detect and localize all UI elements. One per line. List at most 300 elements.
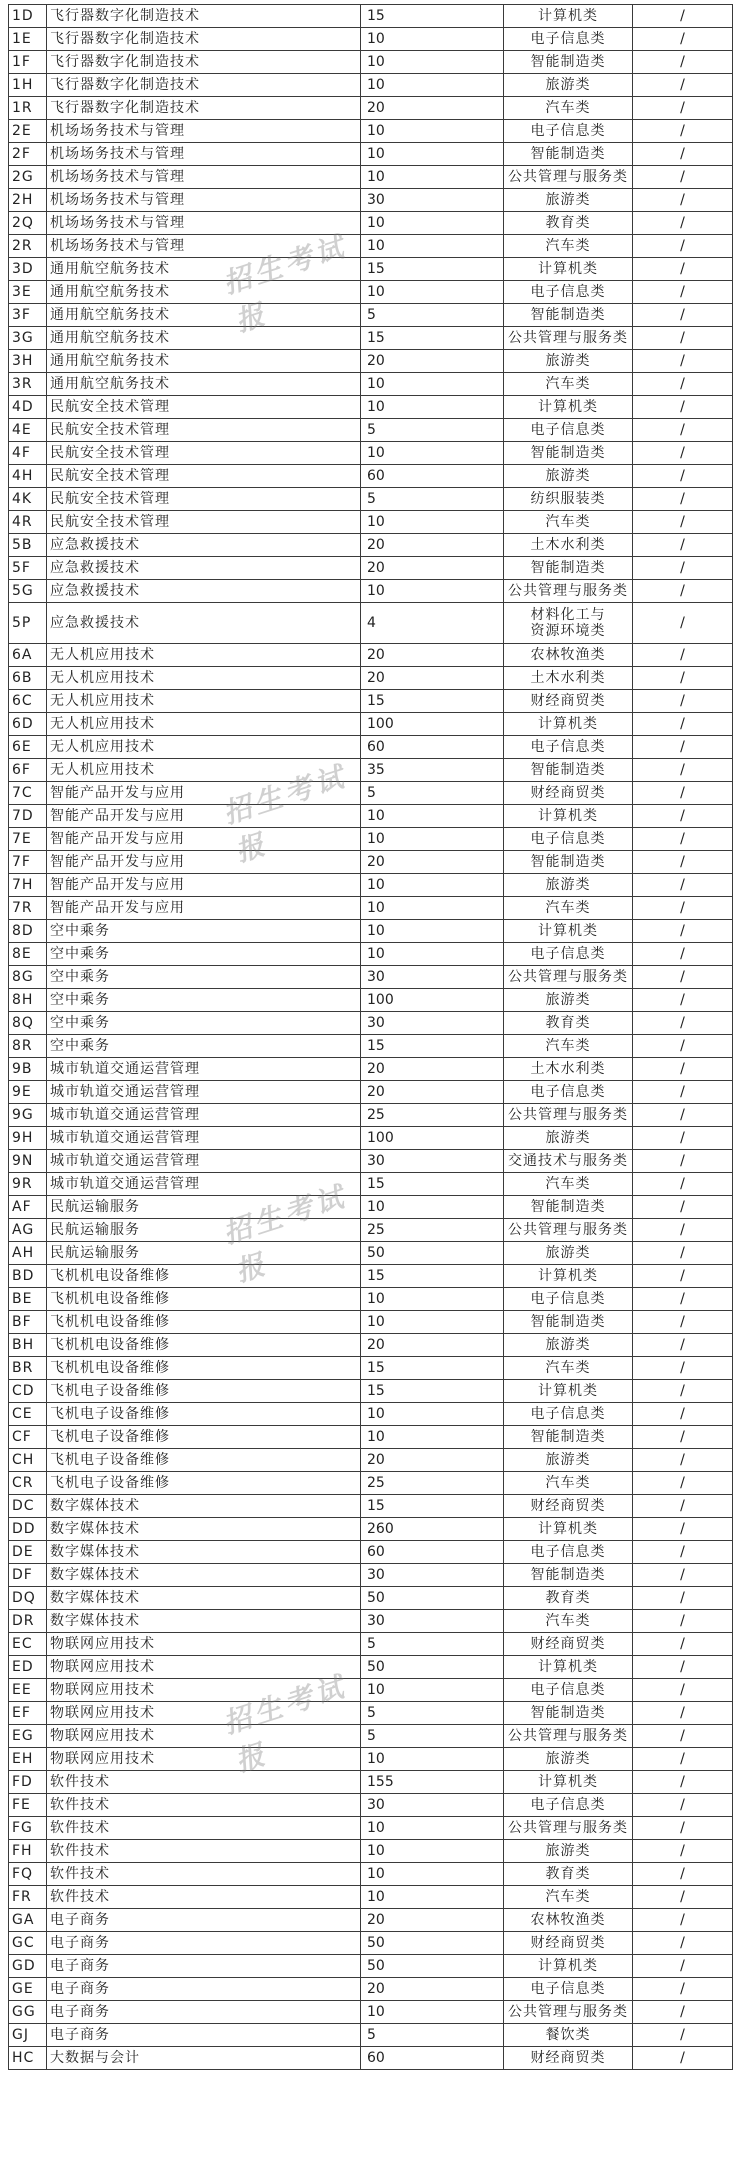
category-cell: 智能制造类 [504, 759, 633, 782]
code-cell: 7E [9, 828, 47, 851]
major-name-cell: 飞机电子设备维修 [47, 1449, 361, 1472]
table-row [9, 1978, 733, 2001]
note-cell: / [633, 1518, 733, 1541]
category-cell: 计算机类 [504, 1380, 633, 1403]
quota-cell: 10 [361, 1196, 504, 1219]
quota-cell: 30 [361, 966, 504, 989]
category-cell: 教育类 [504, 1863, 633, 1886]
note-cell: / [633, 759, 733, 782]
quota-cell: 15 [361, 327, 504, 350]
code-cell: 2G [9, 166, 47, 189]
category-cell: 财经商贸类 [504, 690, 633, 713]
note-cell: / [633, 235, 733, 258]
major-name-cell: 无人机应用技术 [47, 644, 361, 667]
category-cell: 智能制造类 [504, 1564, 633, 1587]
note-cell: / [633, 419, 733, 442]
note-cell: / [633, 396, 733, 419]
quota-cell: 50 [361, 1242, 504, 1265]
table-row [9, 1955, 733, 1978]
table-row [9, 1219, 733, 1242]
table-row [9, 1104, 733, 1127]
code-cell: 4D [9, 396, 47, 419]
category-cell: 电子信息类 [504, 1081, 633, 1104]
quota-cell: 50 [361, 1587, 504, 1610]
table-row [9, 1472, 733, 1495]
major-name-cell: 机场场务技术与管理 [47, 212, 361, 235]
quota-cell: 30 [361, 1150, 504, 1173]
table-row [9, 2001, 733, 2024]
category-cell: 电子信息类 [504, 1794, 633, 1817]
category-cell: 计算机类 [504, 920, 633, 943]
code-cell: DE [9, 1541, 47, 1564]
code-cell: 4H [9, 465, 47, 488]
table-row [9, 419, 733, 442]
quota-cell: 20 [361, 1909, 504, 1932]
note-cell: / [633, 442, 733, 465]
table-row [9, 396, 733, 419]
table-row [9, 557, 733, 580]
code-cell: AG [9, 1219, 47, 1242]
major-name-cell: 空中乘务 [47, 1035, 361, 1058]
code-cell: FD [9, 1771, 47, 1794]
quota-cell: 20 [361, 1334, 504, 1357]
category-cell: 材料化工与 资源环境类 [504, 603, 633, 644]
category-cell: 公共管理与服务类 [504, 1725, 633, 1748]
code-cell: 9E [9, 1081, 47, 1104]
note-cell: / [633, 1909, 733, 1932]
code-cell: 2Q [9, 212, 47, 235]
category-cell: 旅游类 [504, 74, 633, 97]
code-cell: GG [9, 2001, 47, 2024]
major-name-cell: 机场场务技术与管理 [47, 166, 361, 189]
code-cell: 1F [9, 51, 47, 74]
major-name-cell: 空中乘务 [47, 1012, 361, 1035]
major-name-cell: 通用航空航务技术 [47, 327, 361, 350]
quota-cell: 5 [361, 2024, 504, 2047]
major-name-cell: 电子商务 [47, 1909, 361, 1932]
quota-cell: 20 [361, 1081, 504, 1104]
major-name-cell: 物联网应用技术 [47, 1725, 361, 1748]
major-name-cell: 空中乘务 [47, 989, 361, 1012]
category-cell: 土木水利类 [504, 534, 633, 557]
major-name-cell: 数字媒体技术 [47, 1564, 361, 1587]
major-name-cell: 智能产品开发与应用 [47, 782, 361, 805]
code-cell: 1R [9, 97, 47, 120]
major-name-cell: 无人机应用技术 [47, 713, 361, 736]
table-row [9, 603, 733, 644]
category-cell: 教育类 [504, 212, 633, 235]
major-name-cell: 应急救援技术 [47, 580, 361, 603]
category-cell: 公共管理与服务类 [504, 1219, 633, 1242]
code-cell: HC [9, 2047, 47, 2070]
category-cell: 计算机类 [504, 1771, 633, 1794]
quota-cell: 5 [361, 782, 504, 805]
major-name-cell: 空中乘务 [47, 920, 361, 943]
table-row [9, 920, 733, 943]
quota-cell: 10 [361, 51, 504, 74]
note-cell: / [633, 1541, 733, 1564]
note-cell: / [633, 166, 733, 189]
code-cell: DF [9, 1564, 47, 1587]
note-cell: / [633, 1955, 733, 1978]
note-cell: / [633, 97, 733, 120]
table-row [9, 759, 733, 782]
major-name-cell: 通用航空航务技术 [47, 281, 361, 304]
table-row [9, 97, 733, 120]
note-cell: / [633, 465, 733, 488]
note-cell: / [633, 1817, 733, 1840]
category-cell: 智能制造类 [504, 304, 633, 327]
quota-cell: 10 [361, 1840, 504, 1863]
major-name-cell: 通用航空航务技术 [47, 373, 361, 396]
category-cell: 计算机类 [504, 713, 633, 736]
major-name-cell: 软件技术 [47, 1840, 361, 1863]
major-name-cell: 飞行器数字化制造技术 [47, 51, 361, 74]
major-name-cell: 民航安全技术管理 [47, 488, 361, 511]
table-row [9, 1702, 733, 1725]
quota-cell: 50 [361, 1932, 504, 1955]
major-name-cell: 电子商务 [47, 2001, 361, 2024]
quota-cell: 10 [361, 920, 504, 943]
table-row [9, 805, 733, 828]
major-name-cell: 城市轨道交通运营管理 [47, 1081, 361, 1104]
table-row [9, 828, 733, 851]
category-cell: 交通技术与服务类 [504, 1150, 633, 1173]
code-cell: 8E [9, 943, 47, 966]
table-row [9, 897, 733, 920]
quota-cell: 10 [361, 580, 504, 603]
note-cell: / [633, 989, 733, 1012]
category-cell: 智能制造类 [504, 1702, 633, 1725]
quota-cell: 10 [361, 235, 504, 258]
table-row [9, 488, 733, 511]
note-cell: / [633, 580, 733, 603]
note-cell: / [633, 1472, 733, 1495]
quota-cell: 4 [361, 603, 504, 644]
major-name-cell: 民航安全技术管理 [47, 419, 361, 442]
table-row [9, 1633, 733, 1656]
table-row [9, 2047, 733, 2070]
table-row [9, 1518, 733, 1541]
quota-cell: 20 [361, 557, 504, 580]
major-name-cell: 飞机机电设备维修 [47, 1357, 361, 1380]
quota-cell: 5 [361, 488, 504, 511]
major-name-cell: 无人机应用技术 [47, 736, 361, 759]
table-row [9, 667, 733, 690]
note-cell: / [633, 1403, 733, 1426]
table-row [9, 1932, 733, 1955]
major-name-cell: 飞行器数字化制造技术 [47, 74, 361, 97]
note-cell: / [633, 350, 733, 373]
quota-cell: 20 [361, 667, 504, 690]
note-cell: / [633, 851, 733, 874]
quota-cell: 100 [361, 989, 504, 1012]
quota-cell: 25 [361, 1104, 504, 1127]
major-name-cell: 软件技术 [47, 1771, 361, 1794]
table-row [9, 1610, 733, 1633]
note-cell: / [633, 2024, 733, 2047]
major-name-cell: 通用航空航务技术 [47, 304, 361, 327]
code-cell: AF [9, 1196, 47, 1219]
quota-cell: 20 [361, 1058, 504, 1081]
quota-cell: 10 [361, 1748, 504, 1771]
category-cell: 智能制造类 [504, 557, 633, 580]
code-cell: FR [9, 1886, 47, 1909]
table-row [9, 1334, 733, 1357]
quota-cell: 10 [361, 396, 504, 419]
quota-cell: 10 [361, 1403, 504, 1426]
table-row [9, 1150, 733, 1173]
quota-cell: 15 [361, 1380, 504, 1403]
quota-cell: 10 [361, 1288, 504, 1311]
quota-cell: 10 [361, 874, 504, 897]
note-cell: / [633, 1564, 733, 1587]
code-cell: 7D [9, 805, 47, 828]
major-name-cell: 民航安全技术管理 [47, 442, 361, 465]
category-cell: 计算机类 [504, 805, 633, 828]
watermark-top: 招生考试报 [219, 229, 351, 339]
note-cell: / [633, 1311, 733, 1334]
major-name-cell: 软件技术 [47, 1863, 361, 1886]
table-row [9, 1357, 733, 1380]
watermark-bottom: 招生考试报 [219, 1669, 351, 1779]
major-name-cell: 智能产品开发与应用 [47, 805, 361, 828]
quota-cell: 50 [361, 1656, 504, 1679]
major-name-cell: 应急救援技术 [47, 534, 361, 557]
major-name-cell: 通用航空航务技术 [47, 350, 361, 373]
note-cell: / [633, 874, 733, 897]
code-cell: 5G [9, 580, 47, 603]
code-cell: CR [9, 1472, 47, 1495]
table-row [9, 1541, 733, 1564]
note-cell: / [633, 2047, 733, 2070]
major-name-cell: 飞行器数字化制造技术 [47, 28, 361, 51]
major-name-cell: 软件技术 [47, 1817, 361, 1840]
code-cell: CE [9, 1403, 47, 1426]
note-cell: / [633, 212, 733, 235]
table-row [9, 1012, 733, 1035]
note-cell: / [633, 1863, 733, 1886]
category-cell: 土木水利类 [504, 1058, 633, 1081]
major-name-cell: 民航运输服务 [47, 1242, 361, 1265]
code-cell: 1D [9, 5, 47, 28]
category-cell: 计算机类 [504, 258, 633, 281]
note-cell: / [633, 1265, 733, 1288]
major-name-cell: 物联网应用技术 [47, 1748, 361, 1771]
note-cell: / [633, 644, 733, 667]
note-cell: / [633, 713, 733, 736]
category-cell: 财经商贸类 [504, 1633, 633, 1656]
table-row [9, 373, 733, 396]
code-cell: 3H [9, 350, 47, 373]
category-cell: 公共管理与服务类 [504, 966, 633, 989]
major-name-cell: 物联网应用技术 [47, 1679, 361, 1702]
category-cell: 旅游类 [504, 465, 633, 488]
code-cell: GE [9, 1978, 47, 2001]
quota-cell: 35 [361, 759, 504, 782]
quota-cell: 30 [361, 189, 504, 212]
code-cell: BR [9, 1357, 47, 1380]
code-cell: 8R [9, 1035, 47, 1058]
code-cell: BE [9, 1288, 47, 1311]
quota-cell: 5 [361, 304, 504, 327]
category-cell: 汽车类 [504, 1357, 633, 1380]
category-cell: 计算机类 [504, 1518, 633, 1541]
code-cell: 9N [9, 1150, 47, 1173]
code-cell: BF [9, 1311, 47, 1334]
quota-cell: 10 [361, 1311, 504, 1334]
note-cell: / [633, 736, 733, 759]
note-cell: / [633, 1035, 733, 1058]
quota-cell: 10 [361, 74, 504, 97]
category-cell: 汽车类 [504, 97, 633, 120]
major-name-cell: 无人机应用技术 [47, 759, 361, 782]
table-row [9, 74, 733, 97]
table-row [9, 1771, 733, 1794]
major-name-cell: 飞机机电设备维修 [47, 1265, 361, 1288]
note-cell: / [633, 1886, 733, 1909]
code-cell: 2R [9, 235, 47, 258]
note-cell: / [633, 1058, 733, 1081]
category-cell: 餐饮类 [504, 2024, 633, 2047]
code-cell: ED [9, 1656, 47, 1679]
note-cell: / [633, 1012, 733, 1035]
table-row [9, 1794, 733, 1817]
category-cell: 智能制造类 [504, 143, 633, 166]
category-cell: 电子信息类 [504, 28, 633, 51]
quota-cell: 100 [361, 1127, 504, 1150]
category-cell: 财经商贸类 [504, 2047, 633, 2070]
major-name-cell: 电子商务 [47, 2024, 361, 2047]
note-cell: / [633, 534, 733, 557]
code-cell: 5F [9, 557, 47, 580]
quota-cell: 10 [361, 143, 504, 166]
quota-cell: 10 [361, 28, 504, 51]
table-row [9, 1288, 733, 1311]
quota-cell: 10 [361, 897, 504, 920]
category-cell: 旅游类 [504, 874, 633, 897]
category-cell: 旅游类 [504, 1334, 633, 1357]
code-cell: 4R [9, 511, 47, 534]
code-cell: DQ [9, 1587, 47, 1610]
category-cell: 公共管理与服务类 [504, 580, 633, 603]
note-cell: / [633, 1794, 733, 1817]
table-row [9, 327, 733, 350]
table-row [9, 143, 733, 166]
code-cell: 7C [9, 782, 47, 805]
note-cell: / [633, 1495, 733, 1518]
table-row [9, 1035, 733, 1058]
major-name-cell: 电子商务 [47, 1978, 361, 2001]
major-name-cell: 物联网应用技术 [47, 1656, 361, 1679]
quota-cell: 15 [361, 1495, 504, 1518]
quota-cell: 15 [361, 1357, 504, 1380]
quota-cell: 60 [361, 2047, 504, 2070]
table-row [9, 1725, 733, 1748]
major-name-cell: 数字媒体技术 [47, 1610, 361, 1633]
category-cell: 财经商贸类 [504, 1932, 633, 1955]
major-name-cell: 空中乘务 [47, 966, 361, 989]
code-cell: FE [9, 1794, 47, 1817]
quota-cell: 20 [361, 97, 504, 120]
table-row [9, 1426, 733, 1449]
category-cell: 汽车类 [504, 897, 633, 920]
major-name-cell: 飞机电子设备维修 [47, 1403, 361, 1426]
category-cell: 计算机类 [504, 1656, 633, 1679]
major-name-cell: 软件技术 [47, 1886, 361, 1909]
note-cell: / [633, 1219, 733, 1242]
quota-cell: 100 [361, 713, 504, 736]
quota-cell: 60 [361, 1541, 504, 1564]
major-name-cell: 数字媒体技术 [47, 1587, 361, 1610]
category-cell: 电子信息类 [504, 1679, 633, 1702]
note-cell: / [633, 1288, 733, 1311]
code-cell: FQ [9, 1863, 47, 1886]
major-name-cell: 应急救援技术 [47, 603, 361, 644]
category-cell: 旅游类 [504, 350, 633, 373]
note-cell: / [633, 782, 733, 805]
table-row [9, 874, 733, 897]
note-cell: / [633, 5, 733, 28]
quota-cell: 5 [361, 419, 504, 442]
code-cell: 4K [9, 488, 47, 511]
category-cell: 智能制造类 [504, 851, 633, 874]
note-cell: / [633, 304, 733, 327]
note-cell: / [633, 189, 733, 212]
code-cell: CD [9, 1380, 47, 1403]
code-cell: 8D [9, 920, 47, 943]
code-cell: 6C [9, 690, 47, 713]
code-cell: 3D [9, 258, 47, 281]
table-row [9, 2024, 733, 2047]
major-name-cell: 飞行器数字化制造技术 [47, 97, 361, 120]
note-cell: / [633, 1380, 733, 1403]
table-row [9, 1380, 733, 1403]
table-row [9, 1564, 733, 1587]
quota-cell: 20 [361, 644, 504, 667]
table-row [9, 350, 733, 373]
quota-cell: 10 [361, 373, 504, 396]
major-name-cell: 数字媒体技术 [47, 1495, 361, 1518]
quota-cell: 10 [361, 1817, 504, 1840]
note-cell: / [633, 1633, 733, 1656]
table-row [9, 235, 733, 258]
major-name-cell: 机场场务技术与管理 [47, 235, 361, 258]
table-row [9, 690, 733, 713]
category-cell: 智能制造类 [504, 442, 633, 465]
category-cell: 旅游类 [504, 189, 633, 212]
category-cell: 计算机类 [504, 1265, 633, 1288]
code-cell: 6E [9, 736, 47, 759]
major-name-cell: 民航运输服务 [47, 1219, 361, 1242]
table-row [9, 1748, 733, 1771]
table-row [9, 51, 733, 74]
code-cell: 3G [9, 327, 47, 350]
major-name-cell: 飞机机电设备维修 [47, 1334, 361, 1357]
major-name-cell: 物联网应用技术 [47, 1633, 361, 1656]
quota-cell: 30 [361, 1564, 504, 1587]
major-name-cell: 无人机应用技术 [47, 690, 361, 713]
code-cell: FG [9, 1817, 47, 1840]
major-name-cell: 软件技术 [47, 1794, 361, 1817]
table-row [9, 1081, 733, 1104]
major-name-cell: 智能产品开发与应用 [47, 897, 361, 920]
note-cell: / [633, 603, 733, 644]
table-row [9, 120, 733, 143]
major-name-cell: 飞机电子设备维修 [47, 1472, 361, 1495]
major-name-cell: 通用航空航务技术 [47, 258, 361, 281]
code-cell: 4F [9, 442, 47, 465]
